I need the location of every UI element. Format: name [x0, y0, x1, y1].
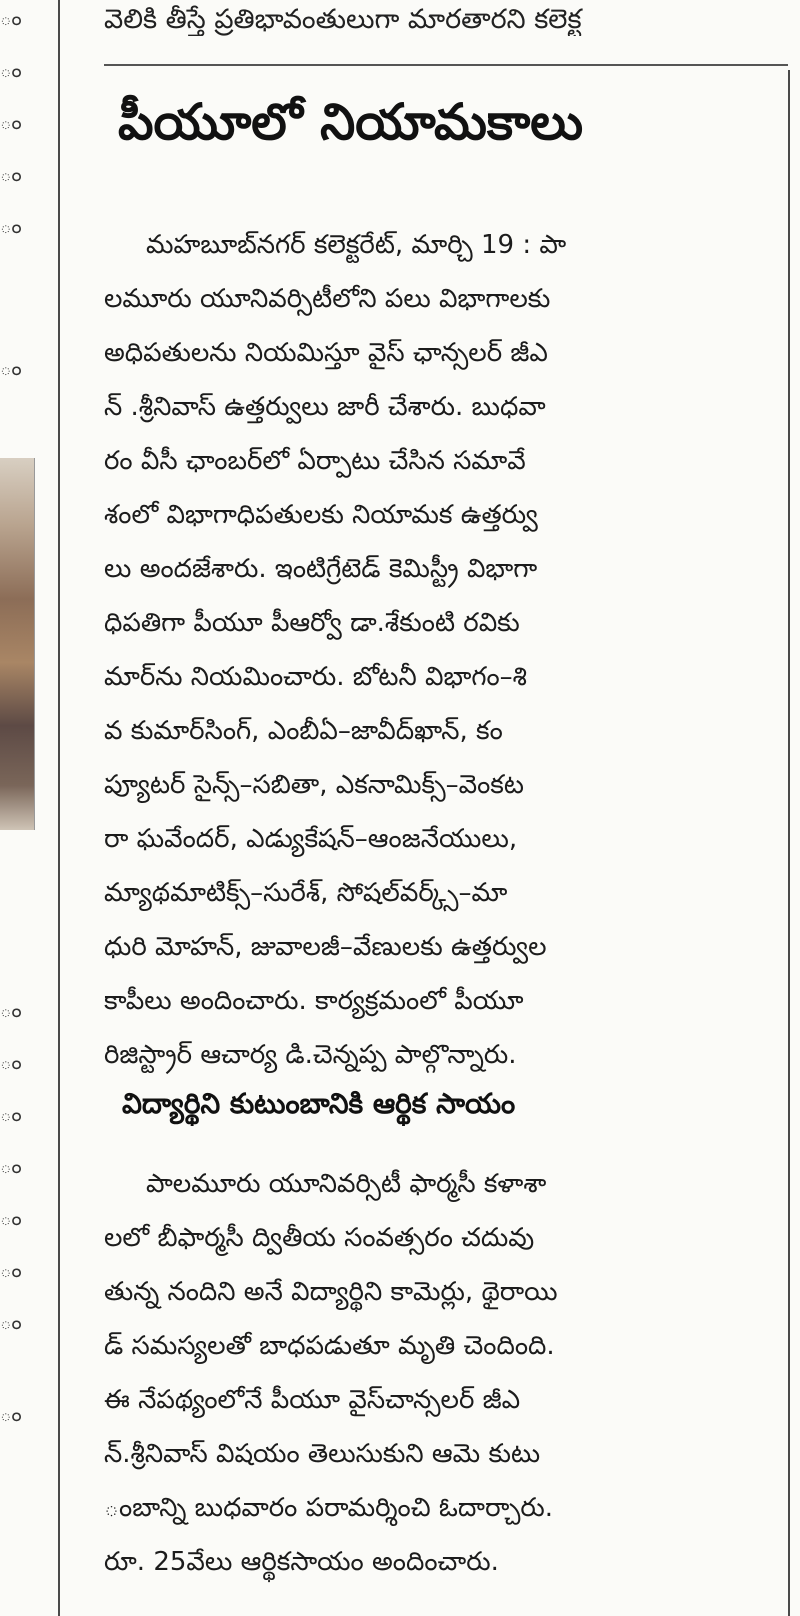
article-headline: పీయూలో నియామకాలు: [118, 93, 584, 151]
article-line: రా ఘవేందర్, ఎడ్యుకేషన్–ఆంజనేయులు,: [104, 824, 518, 854]
section-divider: [104, 64, 788, 66]
adjacent-text-fragment: ం: [0, 214, 22, 238]
column-divider: [58, 0, 60, 1616]
adjacent-photo-fragment: [0, 458, 35, 830]
adjacent-text-fragment: ం: [0, 162, 22, 186]
adjacent-text-fragment: ం: [0, 1050, 22, 1074]
article-line: మార్‌ను నియమించారు. బోటనీ విభాగం–శి: [104, 662, 527, 692]
article-body: [104, 218, 794, 1126]
article-line: లు అందజేశారు. ఇంటిగ్రేటెడ్ కెమిస్ట్రీ విభాగా: [104, 554, 538, 584]
article-body-second: [104, 1157, 794, 1589]
article-line: న్ .శ్రీనివాస్ ఉత్తర్వులు జారీ చేశారు. బుధవా: [104, 392, 546, 422]
adjacent-text-fragment: ం: [0, 1206, 22, 1230]
article-line: రూ. 25వేలు ఆర్థికసాయం అందించారు.: [104, 1547, 499, 1577]
adjacent-text-fragment: ం: [0, 356, 22, 380]
article-line: పాలమూరు యూనివర్సిటీ ఫార్మసీ కళాశా: [146, 1169, 547, 1199]
adjacent-text-fragment: ం: [0, 58, 22, 82]
article-line: మహబూబ్‌నగర్ కలెక్టరేట్, మార్చి 19 : పా: [146, 230, 567, 260]
adjacent-text-fragment: ం: [0, 1102, 22, 1126]
adjacent-text-fragment: ం: [0, 1154, 22, 1178]
article-line: రం వీసీ ఛాంబర్‌లో ఏర్పాటు చేసిన సమావే: [104, 446, 526, 476]
article-subheading: విద్యార్థిని కుటుంబానికి ఆర్థిక సాయం: [122, 1087, 516, 1120]
article-line: శంలో విభాగాధిపతులకు నియామక ఉత్తర్వు: [104, 500, 538, 530]
article-line: ప్యూటర్ సైన్స్–సబితా, ఎకనామిక్స్–వెంకట: [104, 770, 524, 800]
adjacent-text-fragment: ం: [0, 998, 22, 1022]
adjacent-text-fragment: ం: [0, 1402, 22, 1426]
article-line: వ కుమార్‌సింగ్, ఎంబీఏ–జావీద్‌ఖాన్, కం: [104, 716, 503, 746]
article-line: మ్యాథమాటిక్స్–సురేశ్, సోషల్‌వర్క్స్–మా: [104, 878, 508, 908]
article-line: డ్ సమస్యలతో బాధపడుతూ మృతి చెందింది.: [104, 1331, 555, 1361]
article-line: రిజిస్ట్రార్ ఆచార్య డి.చెన్నప్ప పాల్గొన్నారు.: [104, 1040, 517, 1070]
article-line: లమూరు యూనివర్సిటీలోని పలు విభాగాలకు: [104, 284, 551, 314]
adjacent-text-fragment: ం: [0, 1258, 22, 1282]
article-line: తున్న నందిని అనే విద్యార్థిని కామెర్లు, థైరాయి: [104, 1277, 558, 1307]
adjacent-text-fragment: ం: [0, 110, 22, 134]
article-line: అధిపతులను నియమిస్తూ వైస్ ఛాన్సలర్ జీఎ: [104, 338, 548, 368]
article-line: ఈ నేపథ్యంలోనే పీయూ వైస్‌చాన్సలర్ జీఎ: [104, 1385, 521, 1415]
adjacent-text-fragment: ం: [0, 6, 22, 30]
article-line: కాపీలు అందించారు. కార్యక్రమంలో పీయూ: [104, 986, 524, 1016]
article-line: ధిపతిగా పీయూ పీఆర్వో డా.శేకుంటి రవికు: [104, 608, 520, 638]
adjacent-text-fragment: ం: [0, 1310, 22, 1334]
previous-article-last-line: వెలికి తీస్తే ప్రతిభావంతులుగా మారతారని కలెక్ట: [104, 4, 582, 35]
article-line: ంబాన్ని బుధవారం పరామర్శించి ఓదార్చారు.: [104, 1493, 554, 1523]
article-line: ధురి మోహన్, జువాలజీ–వేణులకు ఉత్తర్వుల: [104, 932, 547, 962]
article-line: లలో బీఫార్మసీ ద్వితీయ సంవత్సరం చదువు: [104, 1223, 535, 1253]
article-line: న్.శ్రీనివాస్ విషయం తెలుసుకుని ఆమె కుటు: [104, 1439, 541, 1469]
